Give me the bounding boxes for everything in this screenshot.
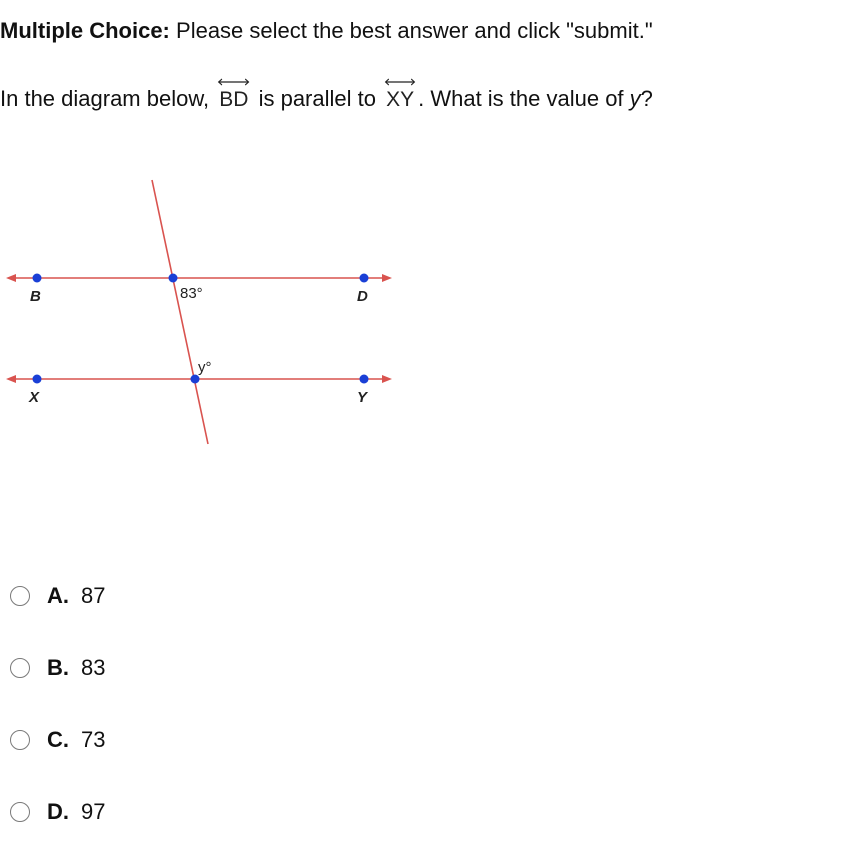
point-d — [360, 274, 369, 283]
question-end: ? — [640, 86, 653, 111]
question-prefix: In the diagram below, — [0, 86, 210, 111]
choice-a[interactable] — [10, 560, 105, 632]
transversal-line — [152, 180, 208, 444]
choice-value: 83 — [81, 655, 106, 680]
instruction — [0, 18, 653, 44]
radio-button-icon[interactable] — [10, 730, 30, 750]
line-bd-notation — [219, 86, 248, 112]
line-bd-letters: BD — [219, 88, 249, 111]
label-b: B — [30, 288, 41, 305]
choice-letter: A. — [47, 583, 69, 608]
angle-label-83: 83° — [180, 285, 203, 302]
choice-value: 87 — [81, 583, 106, 608]
instruction-text: Please select the best answer and click "submit." — [176, 18, 653, 43]
choice-value: 73 — [81, 727, 106, 752]
choice-letter: B. — [47, 655, 69, 680]
instruction-label: Multiple Choice: — [0, 18, 170, 43]
arrowhead-left-xy — [6, 375, 16, 383]
radio-button-icon[interactable] — [10, 586, 30, 606]
choice-d[interactable] — [10, 776, 105, 848]
answer-choices — [10, 560, 105, 848]
intersection-top — [169, 274, 178, 283]
question-suffix: . What is the value of — [418, 86, 624, 111]
label-y: Y — [357, 389, 368, 406]
arrowhead-right-bd — [382, 274, 392, 282]
choice-letter: C. — [47, 727, 69, 752]
line-xy-letters: XY — [386, 88, 415, 111]
line-xy-notation — [386, 86, 414, 112]
angle-label-y: y° — [198, 359, 212, 376]
radio-button-icon[interactable] — [10, 658, 30, 678]
question-variable: y — [629, 86, 641, 111]
question-text — [0, 86, 653, 112]
radio-button-icon[interactable] — [10, 802, 30, 822]
arrowhead-right-xy — [382, 375, 392, 383]
point-y — [360, 375, 369, 384]
point-x — [33, 375, 42, 384]
label-x: X — [29, 389, 40, 406]
choice-b[interactable] — [10, 632, 105, 704]
parallel-lines-diagram — [0, 170, 420, 460]
choice-c[interactable] — [10, 704, 105, 776]
choice-value: 97 — [81, 799, 106, 824]
choice-letter: D. — [47, 799, 69, 824]
arrowhead-left-bd — [6, 274, 16, 282]
line-arrow-icon — [217, 77, 250, 87]
question-middle: is parallel to — [258, 86, 376, 111]
label-d: D — [357, 288, 368, 305]
line-arrow-icon — [384, 77, 416, 87]
point-b — [33, 274, 42, 283]
